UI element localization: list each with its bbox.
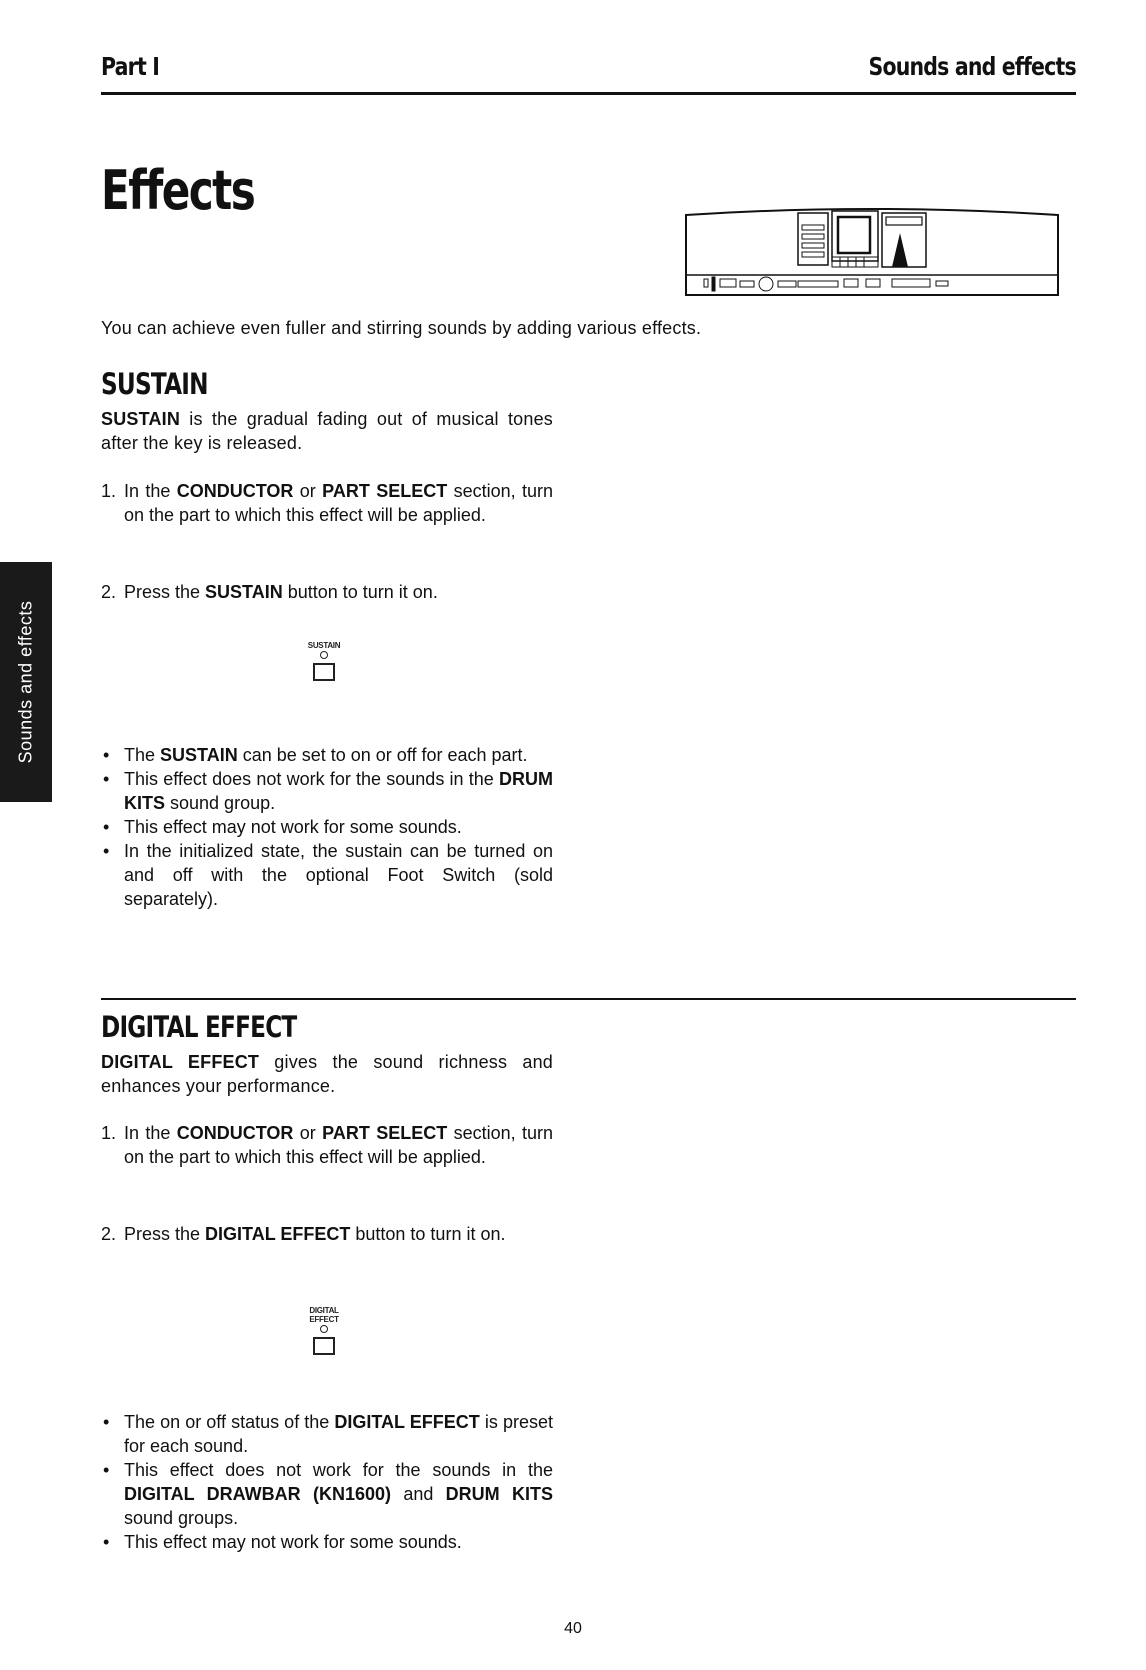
list-item (101, 743, 553, 767)
step-term: DIGITAL EFFECT (205, 1224, 351, 1244)
note-term: DIGITAL EFFECT (334, 1412, 480, 1432)
list-item: • In the initialized state, the sustain can be turned on and off with the optional Foot Switch (sold separately). (101, 839, 553, 911)
page-number: 40 (564, 1620, 582, 1637)
step-text: or (293, 1123, 323, 1143)
step-text: button to turn it on. (350, 1224, 506, 1244)
header-part: Part I (101, 52, 160, 81)
step-text: Press the (124, 1224, 206, 1244)
note-text: This effect does not work for the sounds in the (124, 1460, 553, 1480)
sustain-description-text: is the gradual fading out of musical tones after the key is released. (101, 409, 553, 453)
step-number: 1. (101, 1123, 117, 1143)
note-term: DRUM KITS (124, 769, 553, 813)
list-item: • This effect may not work for some sounds. (101, 1530, 553, 1554)
digital-effect-description-text: gives the sound richness and enhances your performance. (101, 1052, 553, 1096)
digital-effect-led-icon (320, 1325, 328, 1333)
digital-effect-description (101, 1050, 553, 1098)
step-term: PART SELECT (322, 481, 448, 501)
list-item (101, 1410, 553, 1458)
note-text: sound groups. (124, 1508, 239, 1528)
digital-effect-button-illustration (300, 1306, 348, 1355)
page-title: Effects (101, 159, 255, 222)
digital-effect-button-label-line2: EFFECT (309, 1315, 339, 1324)
side-tab (0, 562, 52, 802)
step-number: 2. (101, 1224, 117, 1244)
intro-text: You can achieve even fuller and stirring sounds by adding various effects. (101, 318, 702, 338)
note-term: DRUM KITS (445, 1484, 553, 1504)
note-text: and (391, 1484, 446, 1504)
step-term: PART SELECT (322, 1123, 448, 1143)
list-item: • This effect may not work for some sounds. (101, 815, 553, 839)
step-text: or (293, 481, 323, 501)
note-text: This effect does not work for the sounds in the (124, 769, 499, 789)
step-text: section, turn on the part to which this effect will be applied. (124, 481, 553, 525)
note-text: sound group. (165, 793, 276, 813)
sustain-notes (101, 743, 553, 911)
sustain-button-icon (313, 663, 335, 681)
sustain-description (101, 407, 553, 455)
step-term: CONDUCTOR (176, 481, 294, 501)
sustain-step-1 (101, 479, 553, 527)
digital-effect-button-label-line1: DIGITAL (309, 1306, 339, 1315)
step-number: 2. (101, 582, 117, 602)
step-text: section, turn on the part to which this effect will be applied. (124, 1123, 553, 1167)
sustain-heading: SUSTAIN (101, 367, 208, 401)
keyboard-panel-illustration (682, 205, 1062, 301)
digital-effect-heading: DIGITAL EFFECT (101, 1010, 297, 1044)
note-text: The (124, 745, 161, 765)
step-text: In the (124, 481, 177, 501)
step-term: SUSTAIN (205, 582, 283, 602)
digital-effect-button-icon (313, 1337, 335, 1355)
sustain-led-icon (320, 651, 328, 659)
note-term: DIGITAL DRAWBAR (KN1600) (124, 1484, 391, 1504)
step-text: Press the (124, 582, 206, 602)
sustain-step-2 (101, 580, 553, 604)
note-text: is preset for each sound. (124, 1412, 554, 1456)
step-term: CONDUCTOR (176, 1123, 294, 1143)
step-text: button to turn it on. (282, 582, 438, 602)
sustain-button-illustration (300, 641, 348, 681)
note-term: SUSTAIN (160, 745, 238, 765)
step-number: 1. (101, 481, 117, 501)
digital-effect-step-2 (101, 1222, 553, 1246)
step-text: In the (124, 1123, 177, 1143)
digital-effect-step-1 (101, 1121, 553, 1169)
digital-effect-description-term: DIGITAL EFFECT (101, 1052, 260, 1072)
list-item (101, 767, 553, 815)
sustain-button-label: SUSTAIN (307, 641, 341, 650)
header-section: Sounds and effects (868, 52, 1076, 81)
section-divider (101, 998, 1076, 1000)
note-text: can be set to on or off for each part. (237, 745, 528, 765)
digital-effect-notes (101, 1410, 553, 1554)
list-item (101, 1458, 553, 1530)
note-text: The on or off status of the (124, 1412, 335, 1432)
side-tab-label: Sounds and effects (15, 600, 36, 764)
sustain-description-term: SUSTAIN (101, 409, 181, 429)
header-rule (101, 92, 1076, 95)
